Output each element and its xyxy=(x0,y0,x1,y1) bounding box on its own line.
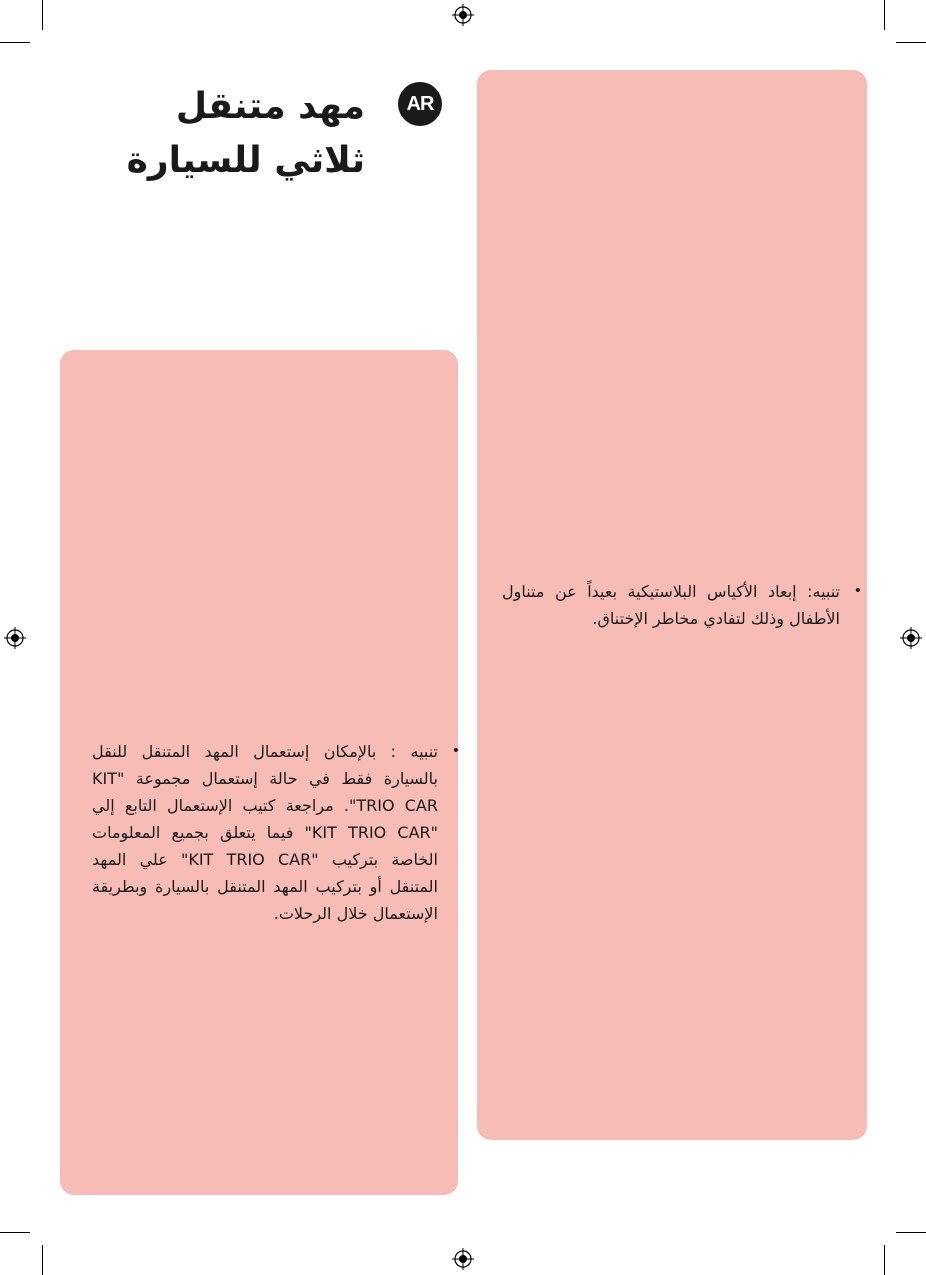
crop-mark xyxy=(896,42,926,43)
crop-mark xyxy=(0,1232,30,1233)
registration-mark-icon xyxy=(452,4,474,26)
registration-mark-icon xyxy=(452,1248,474,1270)
crop-mark xyxy=(884,0,885,30)
page-title-line-2: ثلاثي للسيارة xyxy=(126,140,365,181)
crop-mark xyxy=(884,1245,885,1275)
crop-mark xyxy=(896,1232,926,1233)
bullet-icon: • xyxy=(451,743,460,759)
page-title xyxy=(80,80,365,188)
page-title-line-1: مهد متنقل xyxy=(175,86,365,127)
crop-mark xyxy=(42,0,43,30)
bullet-icon: • xyxy=(853,583,862,599)
crop-mark xyxy=(0,42,30,43)
warning-note-car-kit xyxy=(92,738,460,927)
crop-mark xyxy=(42,1245,43,1275)
warning-note-text: تنبيه : بالإمكان إستعمال المهد المتنقل للنقل بالسيارة فقط في حالة إستعمال مجموعة "KIT TRIO CAR". مراجعة كتيب الإستعمال التابع إلي "KIT TRIO CAR" فيما يتعلق بجميع المعلومات الخاصة بتركيب "KIT TRIO CAR" علي المهد المتنقل أو بتركيب المهد المتنقل بالسيارة وبطريقة الإستعمال خلال الرحلات. xyxy=(92,742,439,923)
registration-mark-icon xyxy=(900,627,922,649)
language-badge: AR xyxy=(398,82,442,126)
warning-note-plastic-bags xyxy=(502,578,862,632)
registration-mark-icon xyxy=(4,627,26,649)
warning-note-text: تنبيه: إبعاد الأكياس البلاستيكية بعيداً عن متناول الأطفال وذلك لتفادي مخاطر الإختناق. xyxy=(502,582,840,628)
